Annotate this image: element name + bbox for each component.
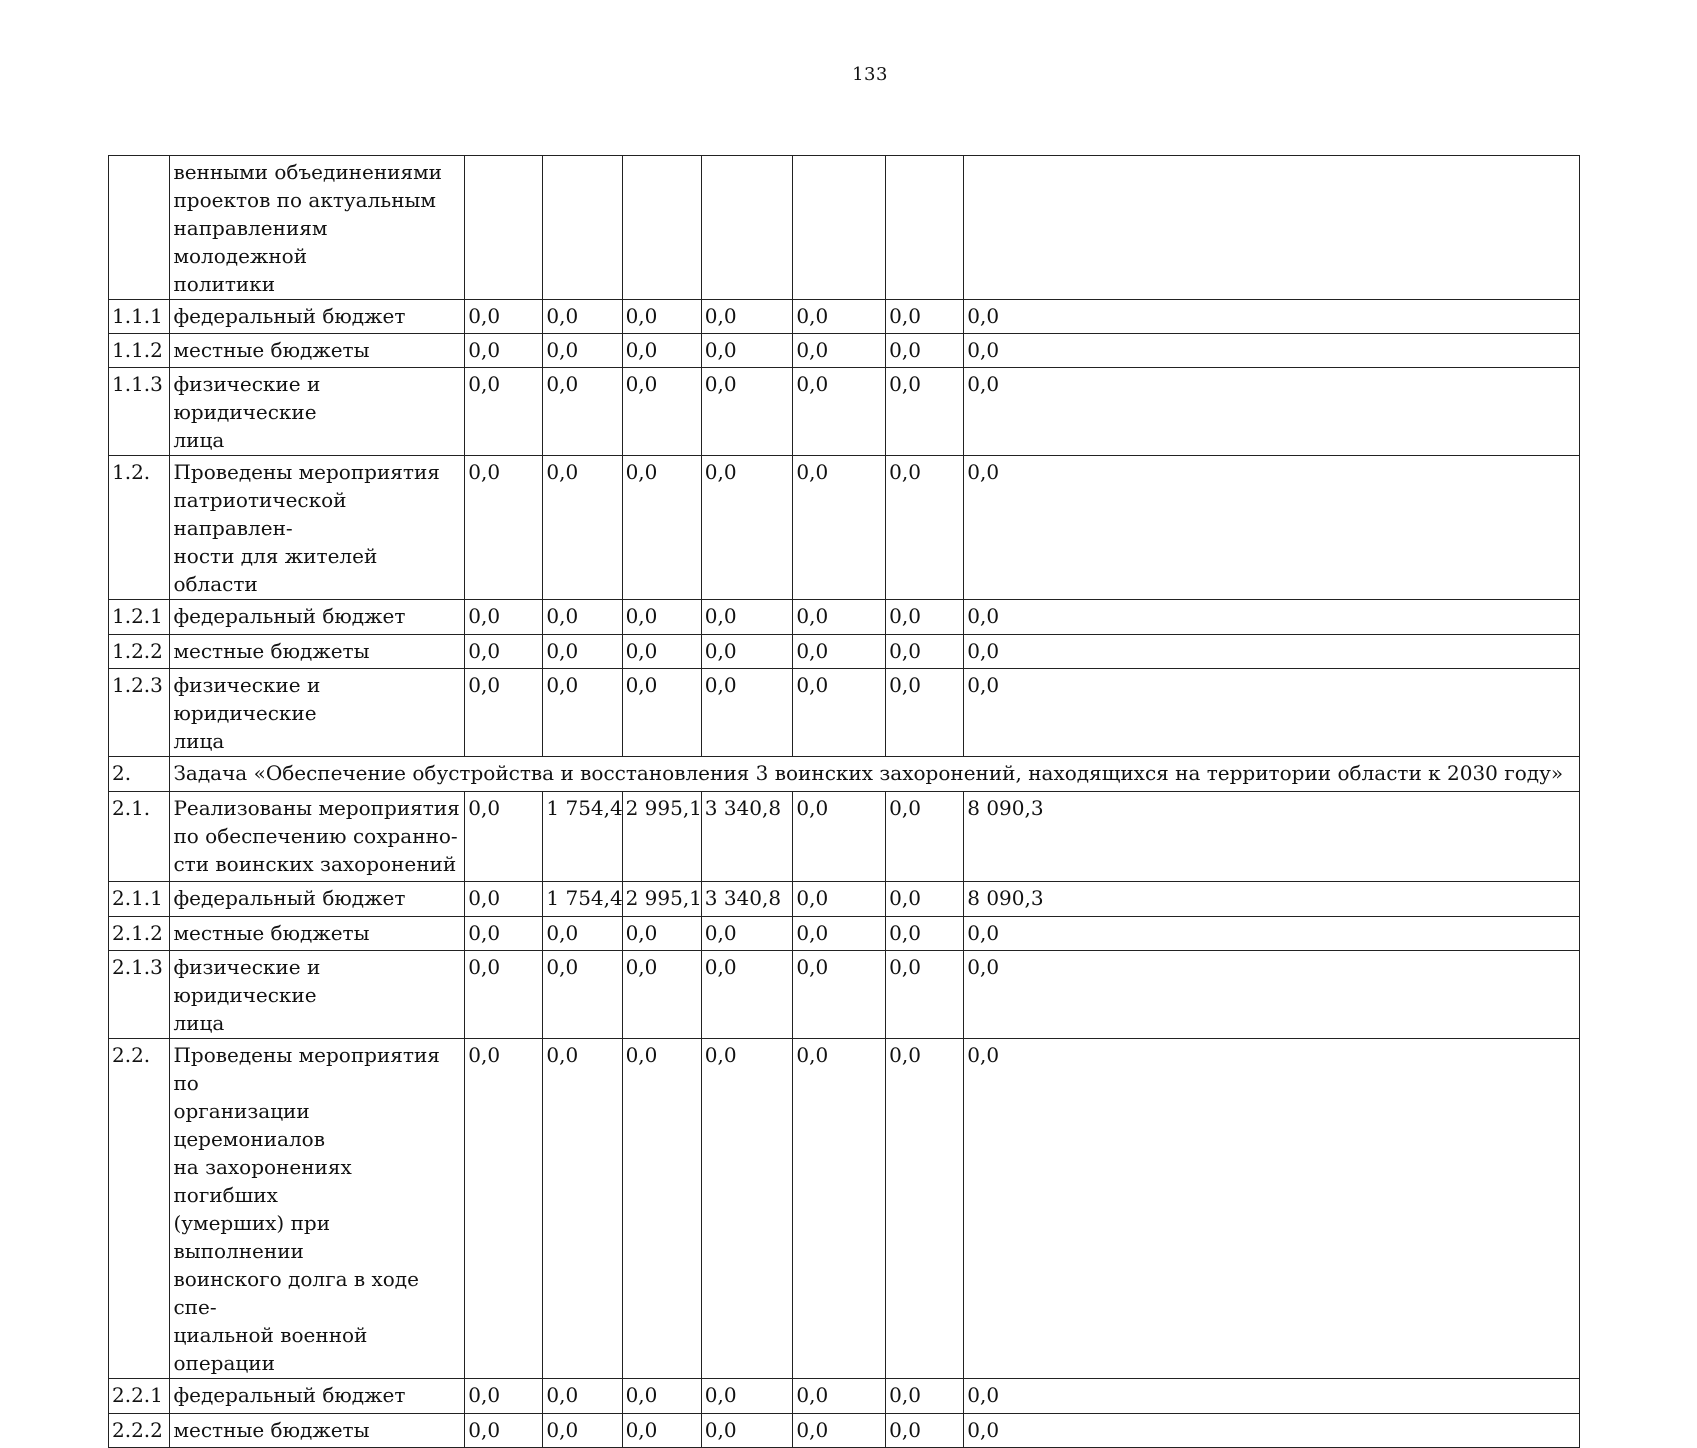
row-description-cell: Реализованы мероприятия по обеспечению сохранно- сти воинских захоронений (170, 792, 465, 882)
value-cell: 0,0 (964, 951, 1580, 1039)
value-cell: 0,0 (701, 1039, 793, 1379)
table-row (109, 334, 1580, 368)
value-cell: 0,0 (793, 334, 886, 368)
value-cell: 0,0 (964, 917, 1580, 951)
value-cell: 0,0 (964, 456, 1580, 600)
page-number: 133 (852, 64, 888, 85)
budget-table (108, 155, 1580, 1448)
table-row (109, 368, 1580, 456)
value-cell: 0,0 (964, 600, 1580, 635)
row-number-cell: 2.1.1 (109, 882, 170, 917)
value-cell: 0,0 (793, 1379, 886, 1414)
value-cell: 0,0 (886, 456, 964, 600)
value-cell: 0,0 (622, 600, 701, 635)
table-row (109, 917, 1580, 951)
row-number-cell: 2. (109, 757, 170, 792)
value-cell: 0,0 (793, 917, 886, 951)
value-cell (543, 156, 622, 300)
value-cell: 0,0 (465, 334, 543, 368)
table-row (109, 757, 1580, 792)
row-description-cell: Проведены мероприятия по организации церемониалов на захоронениях погибших (умерших) при выполнении воинского долга в ходе спе- циальной военной операции (170, 1039, 465, 1379)
row-number-cell: 2.1. (109, 792, 170, 882)
value-cell: 0,0 (465, 882, 543, 917)
table-row (109, 635, 1580, 669)
value-cell: 0,0 (543, 669, 622, 757)
value-cell: 0,0 (622, 300, 701, 334)
value-cell: 0,0 (964, 1414, 1580, 1448)
value-cell: 0,0 (465, 600, 543, 635)
value-cell: 0,0 (543, 1379, 622, 1414)
value-cell: 0,0 (964, 300, 1580, 334)
value-cell: 0,0 (701, 300, 793, 334)
value-cell (701, 156, 793, 300)
value-cell: 0,0 (701, 456, 793, 600)
value-cell: 0,0 (622, 368, 701, 456)
row-number-cell: 1.2.1 (109, 600, 170, 635)
row-number-cell: 1.1.3 (109, 368, 170, 456)
value-cell: 0,0 (701, 635, 793, 669)
row-number-cell: 2.2. (109, 1039, 170, 1379)
value-cell: 0,0 (886, 951, 964, 1039)
row-description-cell: федеральный бюджет (170, 600, 465, 635)
row-description-cell: федеральный бюджет (170, 1379, 465, 1414)
value-cell: 0,0 (886, 1379, 964, 1414)
row-description-cell: местные бюджеты (170, 917, 465, 951)
value-cell: 0,0 (465, 1379, 543, 1414)
value-cell: 0,0 (886, 792, 964, 882)
row-description-cell: местные бюджеты (170, 1414, 465, 1448)
value-cell: 0,0 (465, 951, 543, 1039)
value-cell: 0,0 (701, 334, 793, 368)
value-cell: 0,0 (543, 456, 622, 600)
value-cell: 0,0 (701, 669, 793, 757)
value-cell: 0,0 (465, 917, 543, 951)
value-cell: 0,0 (886, 334, 964, 368)
value-cell: 0,0 (886, 1414, 964, 1448)
value-cell: 0,0 (543, 951, 622, 1039)
value-cell (622, 156, 701, 300)
value-cell: 0,0 (543, 917, 622, 951)
value-cell: 0,0 (886, 368, 964, 456)
row-number-cell: 1.1.2 (109, 334, 170, 368)
row-number-cell: 1.1.1 (109, 300, 170, 334)
value-cell: 3 340,8 (701, 882, 793, 917)
value-cell: 0,0 (793, 882, 886, 917)
value-cell: 0,0 (465, 635, 543, 669)
value-cell: 0,0 (622, 669, 701, 757)
value-cell: 0,0 (543, 635, 622, 669)
value-cell: 0,0 (622, 917, 701, 951)
value-cell: 0,0 (886, 882, 964, 917)
value-cell: 0,0 (622, 951, 701, 1039)
value-cell: 0,0 (622, 1039, 701, 1379)
value-cell: 0,0 (964, 635, 1580, 669)
value-cell: 0,0 (886, 669, 964, 757)
table-row (109, 300, 1580, 334)
value-cell: 0,0 (543, 300, 622, 334)
value-cell: 0,0 (701, 951, 793, 1039)
table-row (109, 951, 1580, 1039)
row-description-cell: физические и юридические лица (170, 951, 465, 1039)
value-cell: 0,0 (793, 456, 886, 600)
value-cell: 0,0 (793, 635, 886, 669)
value-cell: 0,0 (543, 334, 622, 368)
value-cell: 0,0 (793, 792, 886, 882)
row-description-cell: местные бюджеты (170, 635, 465, 669)
row-description-cell: федеральный бюджет (170, 300, 465, 334)
value-cell: 0,0 (793, 1039, 886, 1379)
row-description-cell: федеральный бюджет (170, 882, 465, 917)
row-number-cell (109, 156, 170, 300)
table-row (109, 792, 1580, 882)
row-description-cell: местные бюджеты (170, 334, 465, 368)
row-number-cell: 2.2.1 (109, 1379, 170, 1414)
value-cell: 0,0 (465, 1414, 543, 1448)
row-number-cell: 2.1.3 (109, 951, 170, 1039)
value-cell: 0,0 (622, 1379, 701, 1414)
value-cell: 0,0 (886, 300, 964, 334)
value-cell: 0,0 (793, 600, 886, 635)
value-cell (793, 156, 886, 300)
value-cell: 0,0 (701, 1379, 793, 1414)
value-cell: 8 090,3 (964, 792, 1580, 882)
value-cell: 0,0 (701, 917, 793, 951)
value-cell: 0,0 (964, 334, 1580, 368)
value-cell: 2 995,1 (622, 792, 701, 882)
row-number-cell: 1.2. (109, 456, 170, 600)
row-number-cell: 1.2.3 (109, 669, 170, 757)
value-cell: 8 090,3 (964, 882, 1580, 917)
table-row (109, 1039, 1580, 1379)
value-cell: 0,0 (886, 1039, 964, 1379)
row-description-cell: физические и юридические лица (170, 368, 465, 456)
table-row (109, 600, 1580, 635)
value-cell: 0,0 (886, 917, 964, 951)
row-number-cell: 1.2.2 (109, 635, 170, 669)
value-cell: 0,0 (622, 334, 701, 368)
value-cell: 0,0 (886, 635, 964, 669)
value-cell: 0,0 (701, 368, 793, 456)
value-cell: 0,0 (465, 300, 543, 334)
value-cell: 0,0 (701, 1414, 793, 1448)
row-description-cell: венными объединениями проектов по актуальным направлениям молодежной политики (170, 156, 465, 300)
table-row (109, 882, 1580, 917)
value-cell: 0,0 (543, 368, 622, 456)
value-cell: 3 340,8 (701, 792, 793, 882)
value-cell: 0,0 (543, 1414, 622, 1448)
value-cell: 0,0 (465, 456, 543, 600)
value-cell: 1 754,4 (543, 792, 622, 882)
value-cell: 0,0 (543, 1039, 622, 1379)
task-title-cell: Задача «Обеспечение обустройства и восстановления 3 воинских захоронений, находящихся на территории области к 2030 году» (170, 757, 1580, 792)
value-cell (465, 156, 543, 300)
value-cell: 0,0 (793, 1414, 886, 1448)
row-number-cell: 2.1.2 (109, 917, 170, 951)
value-cell (886, 156, 964, 300)
row-number-cell: 2.2.2 (109, 1414, 170, 1448)
table-row (109, 1379, 1580, 1414)
table-row (109, 669, 1580, 757)
value-cell: 0,0 (964, 669, 1580, 757)
row-description-cell: Проведены мероприятия патриотической направлен- ности для жителей области (170, 456, 465, 600)
value-cell: 2 995,1 (622, 882, 701, 917)
value-cell: 0,0 (465, 368, 543, 456)
value-cell: 0,0 (622, 1414, 701, 1448)
value-cell: 0,0 (701, 600, 793, 635)
budget-table-body (109, 156, 1580, 1448)
value-cell: 0,0 (793, 300, 886, 334)
value-cell: 0,0 (886, 600, 964, 635)
value-cell: 0,0 (964, 1039, 1580, 1379)
value-cell: 0,0 (964, 1379, 1580, 1414)
value-cell: 0,0 (793, 368, 886, 456)
value-cell: 1 754,4 (543, 882, 622, 917)
value-cell (964, 156, 1580, 300)
value-cell: 0,0 (964, 368, 1580, 456)
table-row (109, 1414, 1580, 1448)
value-cell: 0,0 (465, 1039, 543, 1379)
row-description-cell: физические и юридические лица (170, 669, 465, 757)
value-cell: 0,0 (465, 792, 543, 882)
table-row (109, 156, 1580, 300)
value-cell: 0,0 (622, 635, 701, 669)
value-cell: 0,0 (465, 669, 543, 757)
value-cell: 0,0 (793, 669, 886, 757)
table-row (109, 456, 1580, 600)
value-cell: 0,0 (793, 951, 886, 1039)
value-cell: 0,0 (622, 456, 701, 600)
value-cell: 0,0 (543, 600, 622, 635)
